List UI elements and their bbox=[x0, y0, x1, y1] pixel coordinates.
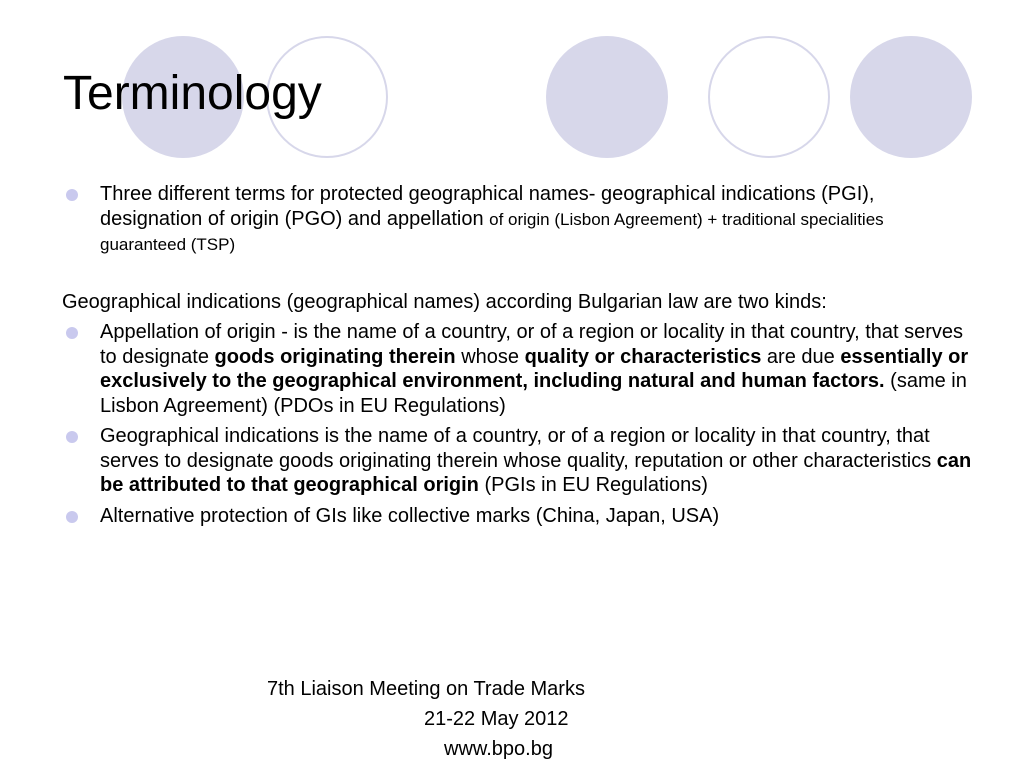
footer-website: www.bpo.bg bbox=[444, 738, 553, 760]
bullet-item-appellation bbox=[62, 320, 972, 418]
bullet-text-bold: quality or characteristics bbox=[524, 345, 762, 368]
bullet-item-terms bbox=[62, 182, 972, 258]
bullet-text-bold: can be attributed to that geographical origin bbox=[100, 449, 972, 496]
slide-footer bbox=[200, 674, 820, 764]
bullet-text: (same in Lisbon Agreement) (PDOs in EU Regulations) bbox=[100, 370, 967, 417]
decorative-circle-filled bbox=[850, 36, 972, 158]
bullet-text: whose bbox=[455, 345, 525, 368]
decorative-circle-filled bbox=[546, 36, 668, 158]
footer-event-name: 7th Liaison Meeting on Trade Marks bbox=[267, 678, 585, 700]
footer-date: 21-22 May 2012 bbox=[424, 708, 569, 730]
decorative-circle-outline bbox=[708, 36, 830, 158]
bullet-item-geographical-indications bbox=[62, 424, 972, 498]
bullet-text: Appellation of origin - is the name of a country, or of a region or locality in that country, that serves to designate bbox=[100, 321, 964, 368]
bullet-text-small: of origin (Lisbon Agreement) + traditional specialities guaranteed (TSP) bbox=[100, 209, 884, 254]
bullet-text: are due bbox=[761, 345, 841, 368]
intro-paragraph: Geographical indications (geographical names) according Bulgarian law are two kinds: bbox=[62, 290, 827, 313]
bullet-dot-icon bbox=[66, 327, 78, 339]
bullet-text: Three different terms for protected geographical names- geographical indications (PGI), designation of origin (PGO) and appellation bbox=[100, 183, 875, 230]
bullet-dot-icon bbox=[66, 431, 78, 443]
slide-body bbox=[62, 182, 972, 528]
bullet-dot-icon bbox=[66, 511, 78, 523]
bullet-item-alternative-protection bbox=[62, 504, 972, 529]
bullet-text: Geographical indications is the name of a country, or of a region or locality in that country, that serves to designate goods originating therein whose quality, reputation or other characteristics bbox=[100, 425, 937, 472]
bullet-text-bold: essentially or exclusively to the geographical environment, including natural and human factors. bbox=[100, 345, 969, 392]
bullet-text-bold: goods originating therein bbox=[214, 345, 456, 368]
bullet-dot-icon bbox=[66, 189, 78, 201]
bullet-text: (PGIs in EU Regulations) bbox=[478, 474, 708, 496]
bullet-text: Alternative protection of GIs like collective marks (China, Japan, USA) bbox=[100, 504, 720, 527]
slide-title: Terminology bbox=[63, 67, 322, 120]
